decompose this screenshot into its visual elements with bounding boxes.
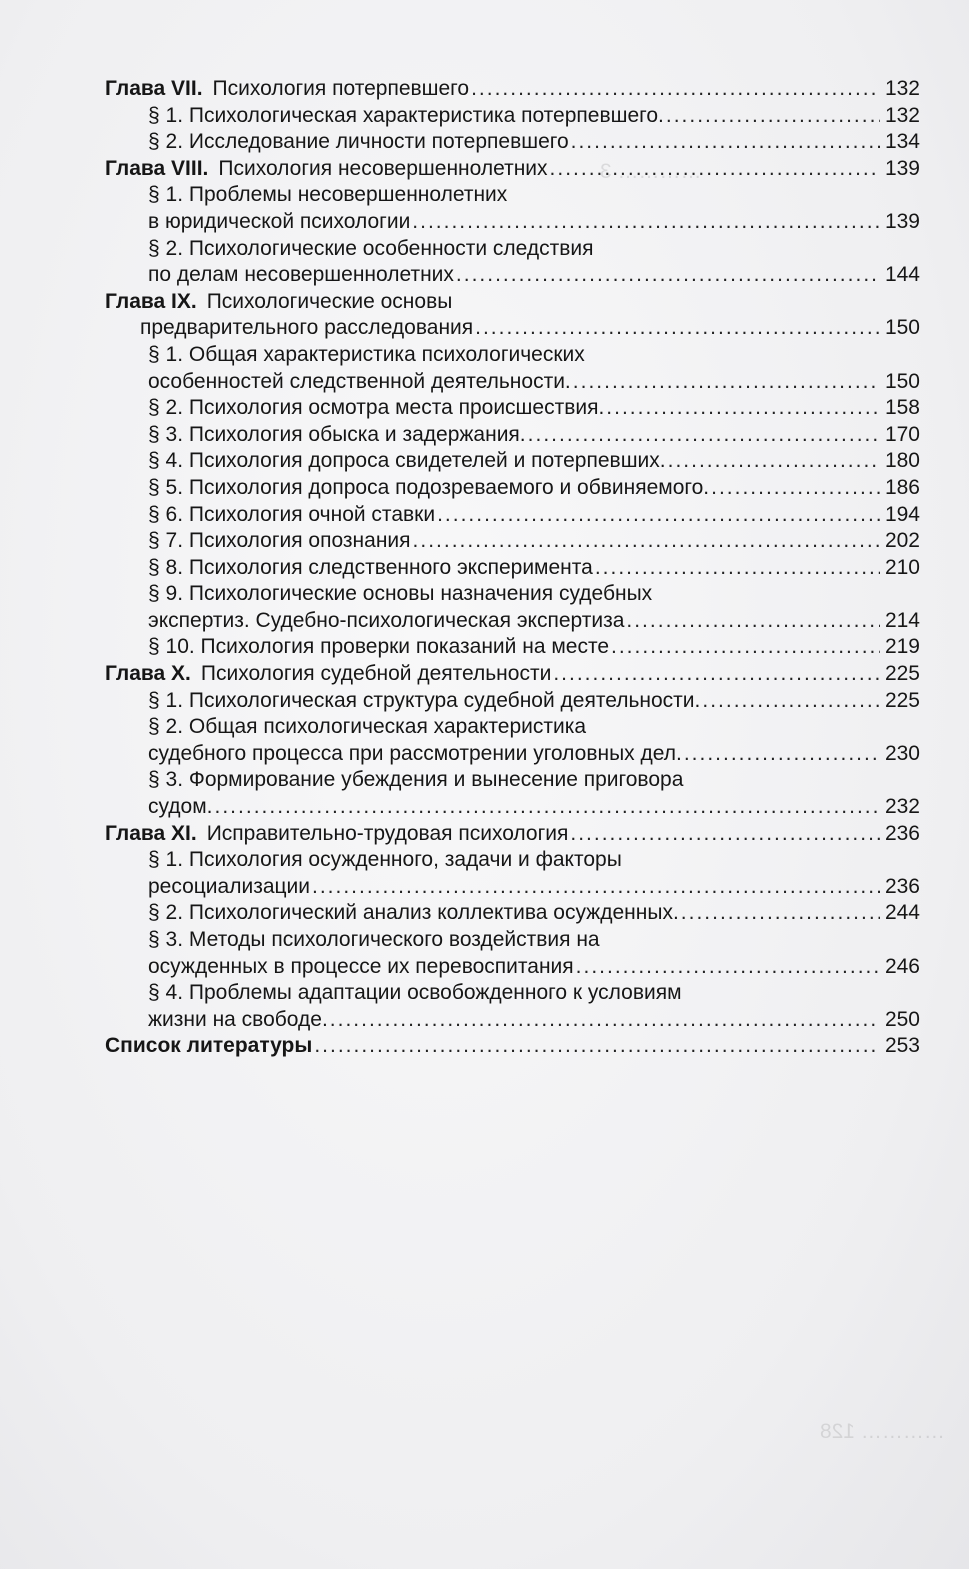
dot-leader — [437, 502, 880, 529]
section-title: § 3. Формирование убеждения и вынесение приговора — [148, 768, 684, 792]
table-of-contents — [105, 76, 920, 1060]
page-number: 210 — [884, 555, 920, 579]
toc-section-line — [105, 369, 920, 396]
toc-bibliography-line — [105, 1033, 920, 1060]
page-number: 225 — [884, 662, 920, 686]
section-title: § 7. Психология опознания — [148, 529, 411, 553]
page-number: 236 — [884, 874, 920, 898]
toc-section-line — [105, 129, 920, 156]
toc-section-line — [105, 555, 920, 582]
dot-leader — [553, 661, 880, 688]
page-number: 180 — [884, 449, 920, 473]
section-title: жизни на свободе. — [148, 1007, 328, 1031]
section-title: особенностей следственной деятельности. — [148, 369, 571, 393]
section-title: экспертиз. Судебно-психологическая экспертиза — [148, 608, 625, 632]
section-title: § 3. Психология обыска и задержания. — [148, 422, 526, 446]
page-number: 232 — [884, 795, 920, 819]
page-number: 253 — [884, 1034, 920, 1058]
page-number: 158 — [884, 396, 920, 420]
section-title: § 1. Проблемы несовершеннолетних — [148, 183, 508, 207]
dot-leader — [595, 555, 880, 582]
section-title: § 2. Психологический анализ коллектива осужденных. — [148, 901, 679, 925]
toc-section-line — [105, 688, 920, 715]
section-title: § 6. Психология очной ставки — [148, 502, 436, 526]
toc-section-line — [105, 900, 920, 927]
toc-chapter-line — [105, 289, 920, 316]
toc-section-line — [105, 262, 920, 289]
dot-leader — [576, 954, 880, 981]
dot-leader — [570, 821, 880, 848]
toc-section-line — [105, 794, 920, 821]
toc-chapter-line — [105, 76, 920, 103]
page-number: 139 — [884, 156, 920, 180]
dot-leader — [666, 103, 880, 130]
chapter-label: Глава X. — [105, 662, 191, 686]
toc-section-line — [105, 448, 920, 475]
dot-leader — [681, 900, 880, 927]
page-number: 246 — [884, 954, 920, 978]
toc-chapter-line — [105, 821, 920, 848]
show-through-text: ………… 3 — [600, 160, 702, 183]
dot-leader — [456, 262, 880, 289]
chapter-title: Психологические основы — [206, 289, 453, 313]
toc-section-line — [105, 634, 920, 661]
page-number: 236 — [884, 821, 920, 845]
dot-leader — [626, 608, 880, 635]
page-number: 230 — [884, 741, 920, 765]
toc-section-line — [105, 103, 920, 130]
dot-leader — [528, 422, 880, 449]
dot-leader — [668, 448, 880, 475]
section-title: § 1. Психологическая структура судебной деятельности. — [148, 688, 701, 712]
toc-section-line — [105, 342, 920, 369]
toc-section-line — [105, 874, 920, 901]
page-number: 150 — [884, 316, 920, 340]
page-number: 219 — [884, 635, 920, 659]
toc-chapter-line — [105, 156, 920, 183]
bibliography-title: Список литературы — [105, 1034, 313, 1058]
page-number: 139 — [884, 209, 920, 233]
toc-section-line — [105, 528, 920, 555]
chapter-title: Психология потерпевшего — [212, 77, 470, 100]
page-number: 150 — [884, 369, 920, 393]
section-title: § 10. Психология проверки показаний на месте — [148, 635, 610, 659]
toc-section-line — [105, 1007, 920, 1034]
section-title: § 2. Психологические особенности следствия — [148, 236, 594, 260]
dot-leader — [684, 741, 880, 768]
dot-leader — [702, 688, 880, 715]
show-through-text: ………… 128 — [820, 1420, 945, 1443]
section-title: судом. — [148, 795, 213, 819]
section-title: осужденных в процессе их перевоспитания — [148, 954, 574, 978]
toc-section-line — [105, 581, 920, 608]
chapter-label: Глава XI. — [105, 821, 197, 845]
chapter-title: Психология судебной деятельности — [200, 662, 552, 686]
page-number: 250 — [884, 1007, 920, 1031]
chapter-label: Глава IX. — [105, 289, 197, 313]
dot-leader — [215, 794, 880, 821]
toc-section-line — [105, 767, 920, 794]
page-number: 202 — [884, 529, 920, 553]
section-title: § 4. Проблемы адаптации освобожденного к условиям — [148, 981, 682, 1005]
section-title: § 4. Психология допроса свидетелей и потерпевших. — [148, 449, 666, 473]
toc-section-line — [105, 927, 920, 954]
dot-leader — [312, 874, 880, 901]
toc-section-line — [105, 980, 920, 1007]
toc-section-line — [105, 608, 920, 635]
section-title: судебного процесса при рассмотрении уголовных дел. — [148, 741, 682, 765]
toc-section-line — [105, 209, 920, 236]
page-number: 144 — [884, 263, 920, 287]
page-number: 134 — [884, 130, 920, 154]
page-number: 132 — [884, 77, 920, 100]
dot-leader — [475, 315, 880, 342]
dot-leader — [611, 634, 880, 661]
section-title: § 1. Общая характеристика психологических — [148, 342, 585, 366]
dot-leader — [314, 1033, 880, 1060]
chapter-title: Психология несовершеннолетних — [218, 156, 548, 180]
section-title: § 3. Методы психологического воздействия на — [148, 928, 600, 951]
toc-section-line — [105, 741, 920, 768]
section-title: § 1. Психология осужденного, задачи и факторы — [148, 848, 622, 872]
page-number: 132 — [884, 103, 920, 127]
dot-leader — [573, 369, 880, 396]
chapter-label: Глава VIII. — [105, 156, 209, 180]
page-number: 244 — [884, 901, 920, 925]
toc-section-line — [105, 236, 920, 263]
toc-section-line — [105, 502, 920, 529]
page-number: 170 — [884, 422, 920, 446]
page-number: 225 — [884, 688, 920, 712]
section-title: ресоциализации — [148, 874, 310, 898]
section-title: § 9. Психологические основы назначения судебных — [148, 582, 653, 606]
dot-leader — [606, 395, 880, 422]
toc-section-line — [105, 954, 920, 981]
page-number: 214 — [884, 608, 920, 632]
section-title: § 2. Психология осмотра места происшествия. — [148, 396, 605, 420]
section-title: § 2. Исследование личности потерпевшего — [148, 130, 569, 154]
section-title: § 5. Психология допроса подозреваемого и обвиняемого. — [148, 475, 710, 499]
page-number: 186 — [884, 475, 920, 499]
section-title: по делам несовершеннолетних — [148, 263, 454, 287]
dot-leader — [413, 528, 880, 555]
section-title: § 1. Психологическая характеристика потерпевшего. — [148, 103, 664, 127]
dot-leader — [571, 129, 880, 156]
dot-leader — [471, 76, 880, 103]
toc-section-line — [105, 422, 920, 449]
toc-chapter-line — [105, 661, 920, 688]
toc-section-line — [105, 847, 920, 874]
toc-section-line — [105, 475, 920, 502]
section-title: § 8. Психология следственного эксперимента — [148, 555, 593, 579]
dot-leader — [330, 1007, 880, 1034]
toc-section-line — [105, 714, 920, 741]
toc-section-line — [105, 395, 920, 422]
dot-leader — [412, 209, 880, 236]
section-title: § 2. Общая психологическая характеристика — [148, 715, 587, 739]
chapter-title: Исправительно-трудовая психология — [206, 821, 569, 845]
dot-leader — [711, 475, 880, 502]
dot-leader — [550, 156, 880, 183]
chapter-title: предварительного расследования — [140, 316, 474, 340]
toc-chapter-line — [105, 315, 920, 342]
section-title: в юридической психологии — [148, 209, 411, 233]
page-number: 194 — [884, 502, 920, 526]
chapter-label: Глава VII. — [105, 77, 203, 100]
toc-section-line — [105, 182, 920, 209]
